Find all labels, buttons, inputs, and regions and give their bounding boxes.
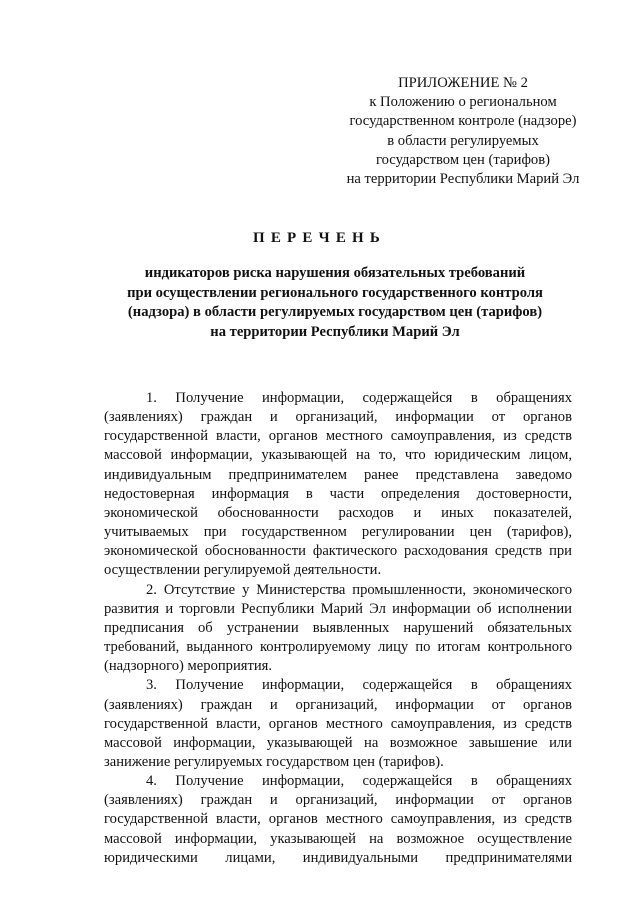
item-number: 1.	[146, 390, 157, 406]
document-title: ПЕРЕЧЕНЬ	[252, 230, 387, 246]
appendix-line: в области регулируемых	[387, 132, 539, 149]
item-number: 2.	[146, 581, 157, 598]
appendix-line: на территории Республики Марий Эл	[346, 171, 580, 188]
appendix-line: к Положению о региональном	[369, 94, 557, 111]
item-number: 3.	[146, 677, 157, 694]
appendix-line: государством цен (тарифов)	[376, 151, 550, 168]
indicator-list	[104, 389, 572, 868]
item-text: Отсутствие у Министерства промышленности, экономического развития и торговли Республики Марий Эл информации об исполнении предписания об устранении выявленных нарушений обязательных требований, выданного контролируемому лицу по итогам контрольного (надзорного) мероприятия.	[104, 581, 572, 675]
item-text: Получение информации, содержащейся в обращениях (заявлениях) граждан и организаций, информации от органов государственной власти, органов местного самоуправления, из средств массовой информации, указывающей на то, что юридическим лицом, индивидуальным предпринимателем ранее представлена заведомо недостоверная информация в части определения достоверности, экономической обоснованности расходов и иных показателей, учитываемых при государственном регулировании цен (тарифов), экономической обоснованности фактического расходования средств при осуществлении регулируемой деятельности.	[104, 390, 572, 579]
list-item	[104, 581, 572, 677]
appendix-line: ПРИЛОЖЕНИЕ № 2	[398, 75, 528, 91]
item-text: Получение информации, содержащейся в обращениях (заявлениях) граждан и организаций, информации от органов государственной власти, органов местного самоуправления, из средств массовой информации, указывающей на возможное осуществление юридическими лицами, индивидуальными предпринимателями	[104, 773, 572, 866]
subtitle-line: при осуществлении регионального государственного контроля	[127, 284, 543, 301]
list-item	[104, 389, 572, 581]
list-item	[104, 676, 572, 772]
appendix-line: государственном контроле (надзоре)	[349, 113, 577, 130]
subtitle-line: индикаторов риска нарушения обязательных требований	[144, 265, 526, 281]
appendix-header	[338, 74, 588, 189]
document-subtitle	[110, 264, 560, 342]
subtitle-line: (надзора) в области регулируемых государством цен (тарифов)	[127, 304, 543, 321]
subtitle-line: на территории Республики Марий Эл	[210, 323, 460, 340]
item-text: Получение информации, содержащейся в обращениях (заявлениях) граждан и организаций, информации от органов государственной власти, органов местного самоуправления, из средств массовой информации, указывающей на возможное завышение или занижение регулируемых государством цен (тарифов).	[104, 677, 572, 770]
item-number: 4.	[146, 773, 157, 790]
list-item	[104, 772, 572, 868]
